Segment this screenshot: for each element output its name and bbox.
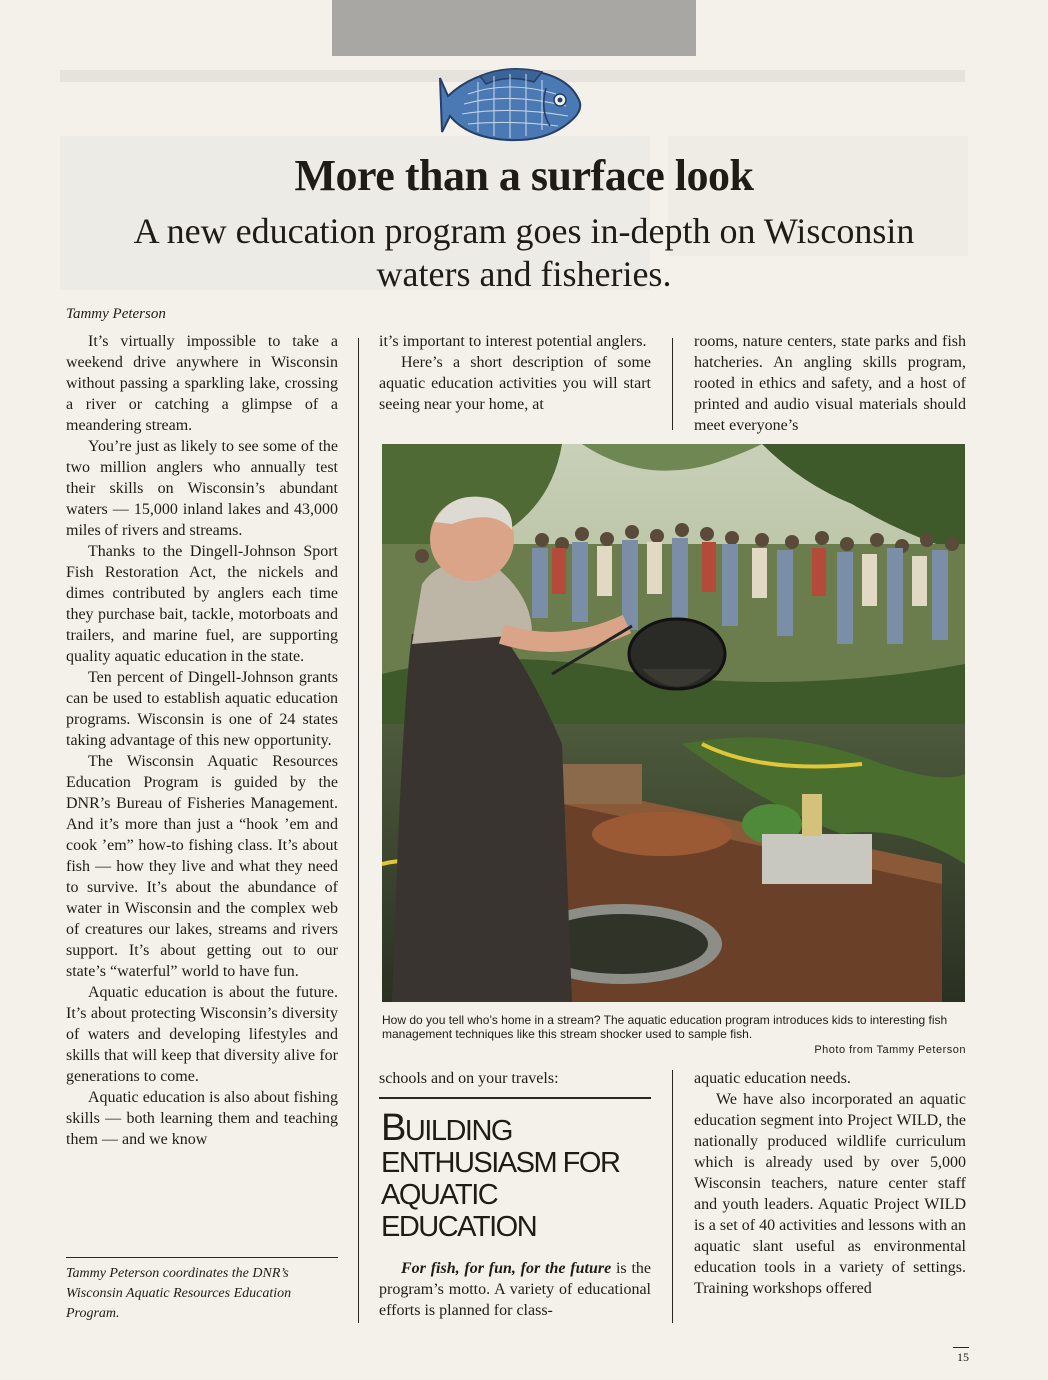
paragraph: Here’s a short description of some aquatic education activities you will start seeing near your home, at bbox=[379, 354, 651, 413]
section-rule bbox=[379, 1097, 651, 1099]
paragraph: schools and on your travels: bbox=[379, 1070, 559, 1087]
paragraph: It’s virtually impossible to take a weekend drive anywhere in Wisconsin without passing a sparkling lake, crossing a river or catching a glimpse of a meandering stream. bbox=[66, 333, 338, 434]
paragraph: The Wisconsin Aquatic Resources Education Program is guided by the DNR’s Bureau of Fisheries Management. And it’s more than just a “hook ’em and cook ’em” how-to fishing class. It’s about fish — how they live and what they need to survive. It’s about the abundance of water in Wisconsin and the complex web of creatures our lakes, streams and rivers support. It’s about getting out to our state’s “waterful” world to have fun. bbox=[66, 753, 338, 980]
paragraph: Thanks to the Dingell-Johnson Sport Fish Restoration Act, the nickels and dimes contributed by anglers each time they purchase bait, tackle, motorboats and trailers, and marine fuel, are supporting quality aquatic education in the state. bbox=[66, 543, 338, 665]
article-deck: A new education program goes in-depth on Wisconsin waters and fisheries. bbox=[133, 211, 915, 294]
paragraph: aquatic education needs. bbox=[694, 1070, 851, 1087]
column-divider bbox=[672, 1070, 673, 1323]
column-3-top bbox=[694, 331, 966, 436]
paragraph: Aquatic education is about the future. It’s about protecting Wisconsin’s diversity of waters and developing lifestyles and skills that will keep that diversity alive for generations to come. bbox=[66, 984, 338, 1085]
paragraph: You’re just as likely to see some of the two million anglers who annually test their skills on Wisconsin’s abundant waters — 15,000 inland lakes and 43,000 miles of rivers and streams. bbox=[66, 438, 338, 539]
paragraph: it’s important to interest potential anglers. bbox=[379, 333, 647, 350]
column-divider bbox=[672, 338, 673, 430]
photo-caption: How do you tell who’s home in a stream? The aquatic education program introduces kids to interesting fish management techniques like this stream shocker used to sample fish. bbox=[382, 1013, 948, 1041]
byline: Tammy Peterson bbox=[66, 306, 166, 322]
section-heading-text: UILDING ENTHUSIASM FOR AQUATIC EDUCATION bbox=[381, 1115, 620, 1243]
column-2-bottom bbox=[379, 1068, 651, 1089]
section-heading-initial: B bbox=[381, 1107, 405, 1149]
section-heading bbox=[381, 1107, 651, 1243]
column-3-bottom bbox=[694, 1068, 966, 1299]
column-1 bbox=[66, 331, 338, 1150]
program-motto: For fish, for fun, for the future bbox=[401, 1260, 612, 1277]
fish-icon bbox=[438, 66, 584, 144]
author-note: Tammy Peterson coordinates the DNR’s Wisconsin Aquatic Resources Education Program. bbox=[66, 1266, 292, 1321]
photo-credit: Photo from Tammy Peterson bbox=[814, 1044, 966, 1056]
article-title: More than a surface look bbox=[294, 151, 754, 200]
header-gray-tab bbox=[332, 0, 696, 56]
footnote-rule bbox=[66, 1257, 338, 1258]
motto-tail: is the program’s motto. A variety of educational efforts is planned for class- bbox=[379, 1260, 652, 1319]
paragraph: Aquatic education is also about fishing skills — both learning them and teaching them — and we know bbox=[66, 1089, 338, 1148]
column-divider bbox=[358, 338, 359, 1323]
paragraph: We have also incorporated an aquatic education segment into Project WILD, the nationally produced wildlife curriculum which is already used by over 5,000 Wisconsin teachers, nature center staff and youth leaders. Aquatic Project WILD is a set of 40 activities and lessons with an aquatic slant useful as environmental education tools in a variety of settings. Training workshops offered bbox=[694, 1091, 966, 1297]
paragraph: rooms, nature centers, state parks and fish hatcheries. An angling skills program, rooted in ethics and safety, and a host of printed and audio visual materials should meet everyone’s bbox=[694, 333, 966, 434]
motto-paragraph bbox=[379, 1258, 651, 1321]
stream-shocker-photo bbox=[382, 444, 965, 1002]
paragraph: Ten percent of Dingell-Johnson grants can be used to establish aquatic education programs. Wisconsin is one of 24 states taking advantage of this new opportunity. bbox=[66, 669, 338, 749]
page-number: 15 bbox=[953, 1347, 969, 1365]
column-2-top bbox=[379, 331, 651, 415]
